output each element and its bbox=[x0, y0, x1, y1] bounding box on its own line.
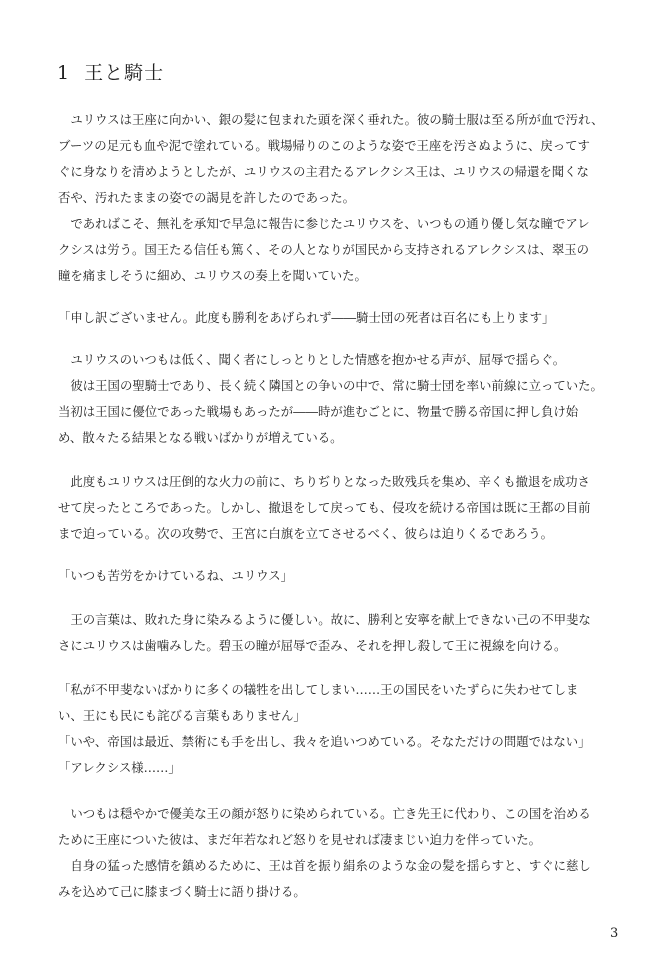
page-number: 3 bbox=[610, 926, 619, 941]
body-line: 否や、汚れたままの姿での謁見を許したのであった。 bbox=[58, 190, 356, 206]
body-line: さにユリウスは歯噛みした。碧玉の瞳が屈辱で歪み、それを押し殺して王に視線を向ける。 bbox=[58, 638, 567, 654]
body-line: まで迫っている。次の攻勢で、王宮に白旗を立てさせるべく、彼らは迫りくるであろう。 bbox=[58, 526, 554, 542]
body-line: ために王座についた彼は、まだ年若なれど怒りを見せれば凄まじい迫力を伴っていた。 bbox=[58, 832, 541, 848]
body-line: ぐに身なりを清めようとしたが、ユリウスの主君たるアレクシス王は、ユリウスの帰還を聞くな bbox=[58, 164, 589, 180]
body-line: ユリウスのいつもは低く、聞く者にしっとりとした情感を抱かせる声が、屈辱で揺らぐ。 bbox=[58, 352, 566, 368]
body-line: 自身の猛った感情を鎮めるために、王は首を振り絹糸のような金の髪を揺らすと、すぐに慈し bbox=[58, 858, 591, 874]
body-line: であればこそ、無礼を承知で早急に報告に参じたユリウスを、いつもの通り優し気な瞳でアレ bbox=[58, 216, 590, 232]
dialogue-line: 「いつも苦労をかけているね、ユリウス」 bbox=[58, 568, 294, 584]
dialogue-line: 「いや、帝国は最近、禁術にも手を出し、我々を追いつめている。そなただけの問題ではない」 bbox=[58, 734, 591, 750]
body-line: 王の言葉は、敗れた身に染みるように優しい。故に、勝利と安寧を献上できない己の不甲斐な bbox=[58, 612, 591, 628]
body-line: いつもは穏やかで優美な王の顔が怒りに染められている。亡き先王に代わり、この国を治める bbox=[58, 806, 591, 822]
body-line: ユリウスは王座に向かい、銀の髪に包まれた頭を深く垂れた。彼の騎士服は至る所が血で汚れ、 bbox=[58, 112, 604, 128]
dialogue-line: 「申し訳ございません。此度も勝利をあげられず――騎士団の死者は百名にも上ります」 bbox=[58, 310, 555, 326]
dialogue-line: い、王にも民にも詫びる言葉もありません」 bbox=[58, 708, 306, 724]
body-line: 彼は王国の聖騎士であり、長く続く隣国との争いの中で、常に騎士団を率い前線に立っていた。 bbox=[58, 378, 603, 394]
chapter-title-text: 王と騎士 bbox=[84, 62, 165, 84]
body-line: 当初は王国に優位であった戦場もあったが――時が進むごとに、物量で勝る帝国に押し負け始 bbox=[58, 404, 579, 420]
body-line: クシスは労う。国王たる信任も篤く、その人となりが国民から支持されるアレクシスは、翠玉の bbox=[58, 242, 590, 258]
dialogue-line: 「私が不甲斐ないばかりに多くの犠牲を出してしまい……王の国民をいたずらに失わせてしま bbox=[58, 682, 579, 698]
body-line: ブーツの足元も血や泥で塗れている。戦場帰りのこのような姿で王座を汚さぬように、戻ってす bbox=[58, 138, 590, 154]
body-line: 瞳を痛ましそうに細め、ユリウスの奏上を聞いていた。 bbox=[58, 268, 367, 284]
body-line: せて戻ったところであった。しかし、撤退をして戻っても、侵攻を続ける帝国は既に王都の目前 bbox=[58, 500, 591, 516]
body-line: 此度もユリウスは圧倒的な火力の前に、ちりぢりとなった敗残兵を集め、辛くも撤退を成功さ bbox=[58, 474, 590, 490]
chapter-title bbox=[57, 58, 164, 85]
body-line: め、散々たる結果となる戦いばかりが増えている。 bbox=[58, 430, 343, 446]
dialogue-line: 「アレクシス様……」 bbox=[58, 760, 181, 776]
body-line: みを込めて己に膝まづく騎士に語り掛ける。 bbox=[58, 884, 306, 900]
chapter-number: 1 bbox=[57, 62, 71, 84]
